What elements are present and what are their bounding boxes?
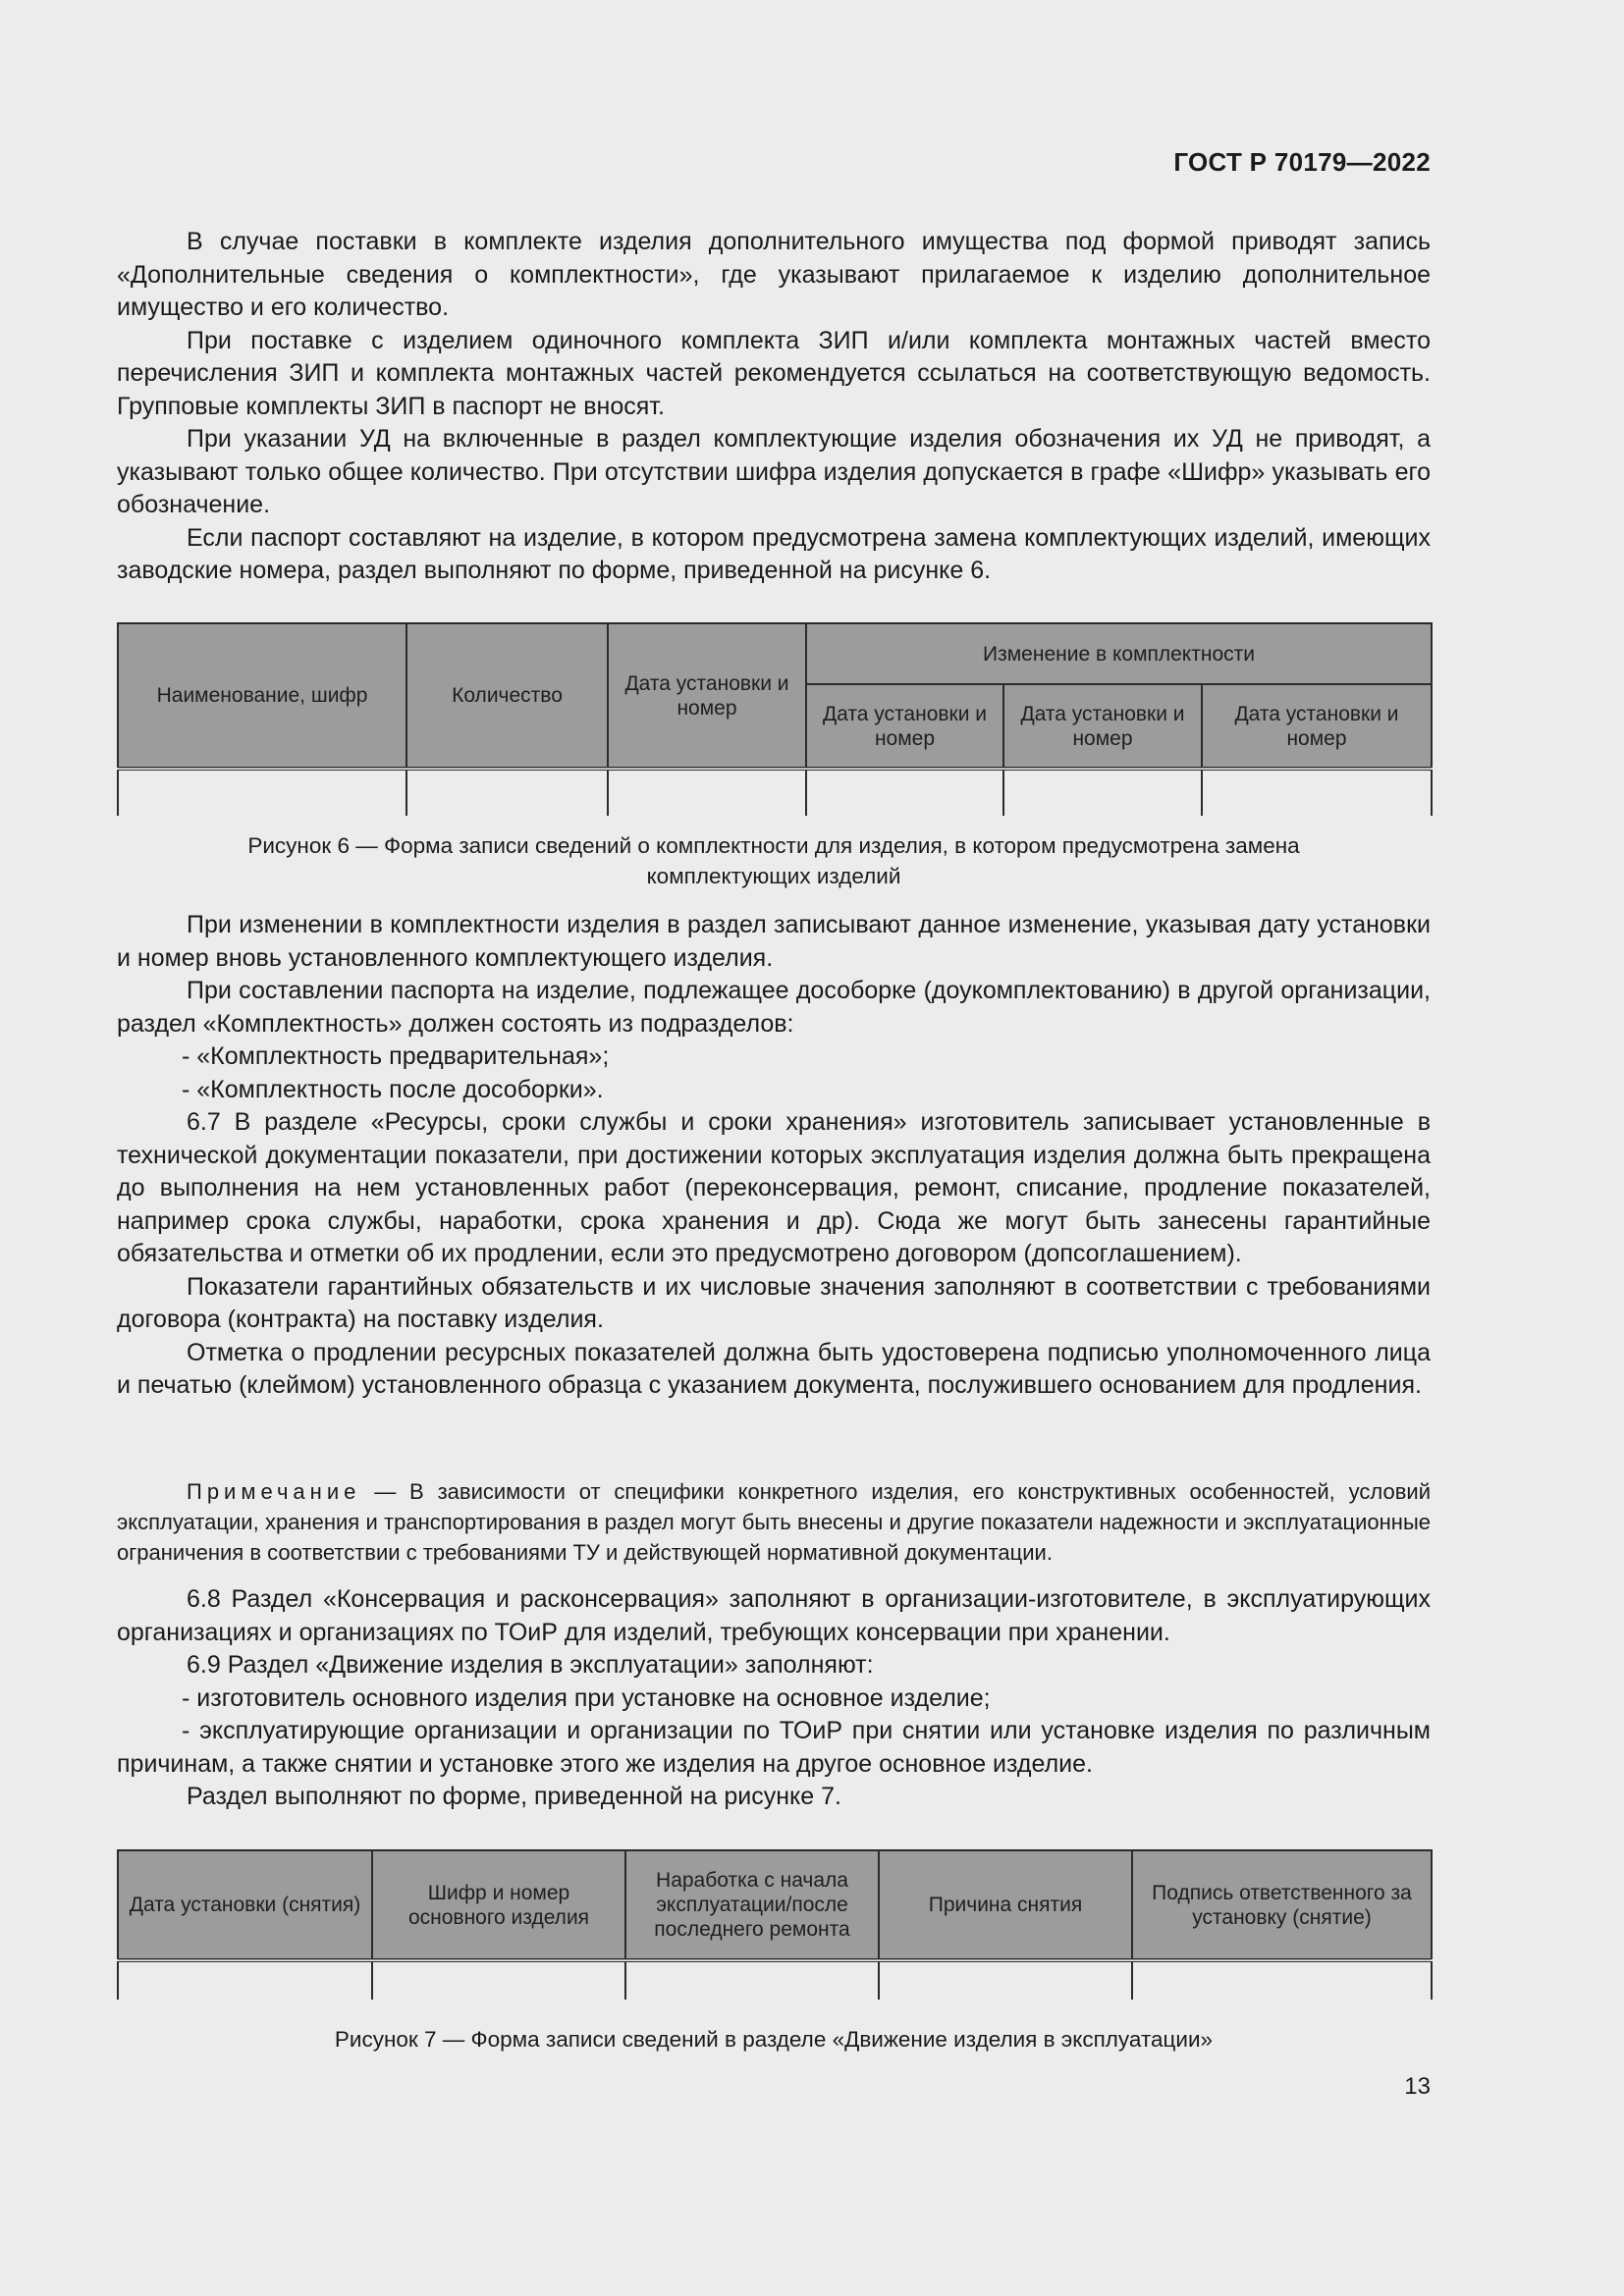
col-header-removal-reason: Причина снятия bbox=[879, 1850, 1132, 1960]
col-header-quantity: Количество bbox=[406, 623, 608, 769]
empty-cell bbox=[118, 769, 406, 816]
section-6-7-paragraph: 6.7 В разделе «Ресурсы, сроки службы и сроки хранения» изготовитель записывает установленные в технической документации показатели, при достижении которых эксплуатация изделия должна быть прекращена до выполнения на нем установленных работ (переконсервация, ремонт, списание, продление показателей, например срока службы, наработки, срока хранения и др). Сюда же могут быть занесены гарантийные обязательства и отметки об их продлении, если это предусмотрено договором (допсоглашением). bbox=[117, 1108, 1431, 1267]
empty-cell bbox=[406, 769, 608, 816]
col-header-operating-time: Наработка с начала эксплуатации/после последнего ремонта bbox=[625, 1850, 879, 1960]
empty-cell bbox=[1003, 769, 1202, 816]
empty-cell bbox=[1132, 1960, 1432, 2000]
caption-line: комплектующих изделий bbox=[646, 864, 901, 888]
section-6-8-paragraph: 6.8 Раздел «Консервация и расконсервация» заполняют в организации-изготовителе, в эксплуатирующих организациях и организациях по ТОиР для изделий, требующих консервации при хранении. bbox=[117, 1585, 1431, 1646]
empty-cell bbox=[806, 769, 1003, 816]
paragraph: Показатели гарантийных обязательств и их числовые значения заполняют в соответствии с требованиями договора (контракта) на поставку изделия. bbox=[117, 1272, 1431, 1333]
paragraph: В случае поставки в комплекте изделия дополнительного имущества под формой приводят запись «Дополнительные сведения о комплектности», где указывают прилагаемое к изделию дополнительное имущество и его количество. bbox=[117, 228, 1431, 321]
list-item: - изготовитель основного изделия при установке на основное изделие; bbox=[182, 1683, 991, 1712]
document-number: ГОСТ Р 70179—2022 bbox=[1173, 147, 1431, 177]
empty-cell bbox=[372, 1960, 625, 2000]
empty-cell bbox=[608, 769, 806, 816]
subcol-header-2: Дата установки и номер bbox=[1003, 684, 1202, 769]
section-6-9-paragraph: 6.9 Раздел «Движение изделия в эксплуатации» заполняют: bbox=[187, 1651, 874, 1679]
figure-7-caption: Рисунок 7 — Форма записи сведений в разделе «Движение изделия в эксплуатации» bbox=[334, 2027, 1214, 2052]
figure-6-form-table bbox=[117, 622, 1433, 816]
empty-cell bbox=[118, 1960, 372, 2000]
list-item: - «Комплектность предварительная»; bbox=[182, 1042, 610, 1070]
col-header-group-change: Изменение в комплектности bbox=[806, 623, 1432, 684]
empty-cell bbox=[879, 1960, 1132, 2000]
paragraph: Если паспорт составляют на изделие, в котором предусмотрена замена комплектующих изделий, имеющих заводские номера, раздел выполняют по форме, приведенной на рисунке 6. bbox=[117, 523, 1431, 584]
page-number: 13 bbox=[1404, 2073, 1431, 2100]
paragraph: Раздел выполняют по форме, приведенной на рисунке 7. bbox=[187, 1783, 841, 1810]
col-header-signature: Подпись ответственного за установку (снятие) bbox=[1132, 1850, 1432, 1960]
col-header-name: Наименование, шифр bbox=[118, 623, 406, 769]
paragraph: При составлении паспорта на изделие, подлежащее дособорке (доукомплектованию) в другой организации, раздел «Комплектность» должен состоять из подразделов: bbox=[117, 977, 1431, 1038]
paragraph: При изменении в комплектности изделия в раздел записывают данное изменение, указывая дату установки и номер вновь установленного комплектующего изделия. bbox=[117, 911, 1431, 972]
col-header-install-date: Дата установки и номер bbox=[608, 623, 806, 769]
note-label: Примечание bbox=[187, 1479, 361, 1504]
paragraph: При поставке с изделием одиночного комплекта ЗИП и/или комплекта монтажных частей вместо перечисления ЗИП и комплекта монтажных частей рекомендуется ссылаться на соответствующую ведомость. Групповые комплекты ЗИП в паспорт не вносят. bbox=[117, 326, 1431, 420]
subcol-header-1: Дата установки и номер bbox=[806, 684, 1003, 769]
paragraph: Отметка о продлении ресурсных показателей должна быть удостоверена подписью уполномоченного лица и печатью (клеймом) установленного образца с указанием документа, послужившего основанием для продления. bbox=[117, 1338, 1431, 1399]
intro-text bbox=[117, 226, 1431, 588]
col-header-code-number: Шифр и номер основного изделия bbox=[372, 1850, 625, 1960]
note bbox=[117, 1476, 1431, 1568]
figure-7-form-table bbox=[117, 1849, 1433, 2000]
list-item: - эксплуатирующие организации и организации по ТОиР при снятии или установке изделия по различным причинам, а также снятии и установке этого же изделия на другое основное изделие. bbox=[117, 1717, 1431, 1778]
paragraph: При указании УД на включенные в раздел комплектующие изделия обозначения их УД не приводят, а указывают только общее количество. При отсутствии шифра изделия допускается в графе «Шифр» указывать его обозначение. bbox=[117, 425, 1431, 518]
subcol-header-3: Дата установки и номер bbox=[1202, 684, 1432, 769]
col-header-date: Дата установки (снятия) bbox=[118, 1850, 372, 1960]
list-item: - «Комплектность после дособорки». bbox=[182, 1075, 604, 1103]
empty-cell bbox=[625, 1960, 879, 2000]
note-text: — В зависимости от специфики конкретного изделия, его конструктивных особенностей, условий эксплуатации, хранения и транспортирования в раздел могут быть внесены и другие показатели надежности и эксплуатационные ограничения в соответствии с требованиями ТУ и действующей нормативной документации. bbox=[117, 1479, 1431, 1565]
figure-6-caption bbox=[117, 830, 1431, 891]
middle-text bbox=[117, 909, 1431, 1403]
lower-text bbox=[117, 1583, 1431, 1814]
caption-line: Рисунок 6 — Форма записи сведений о комплектности для изделия, в котором предусмотрена замена bbox=[247, 833, 1300, 858]
empty-cell bbox=[1202, 769, 1432, 816]
